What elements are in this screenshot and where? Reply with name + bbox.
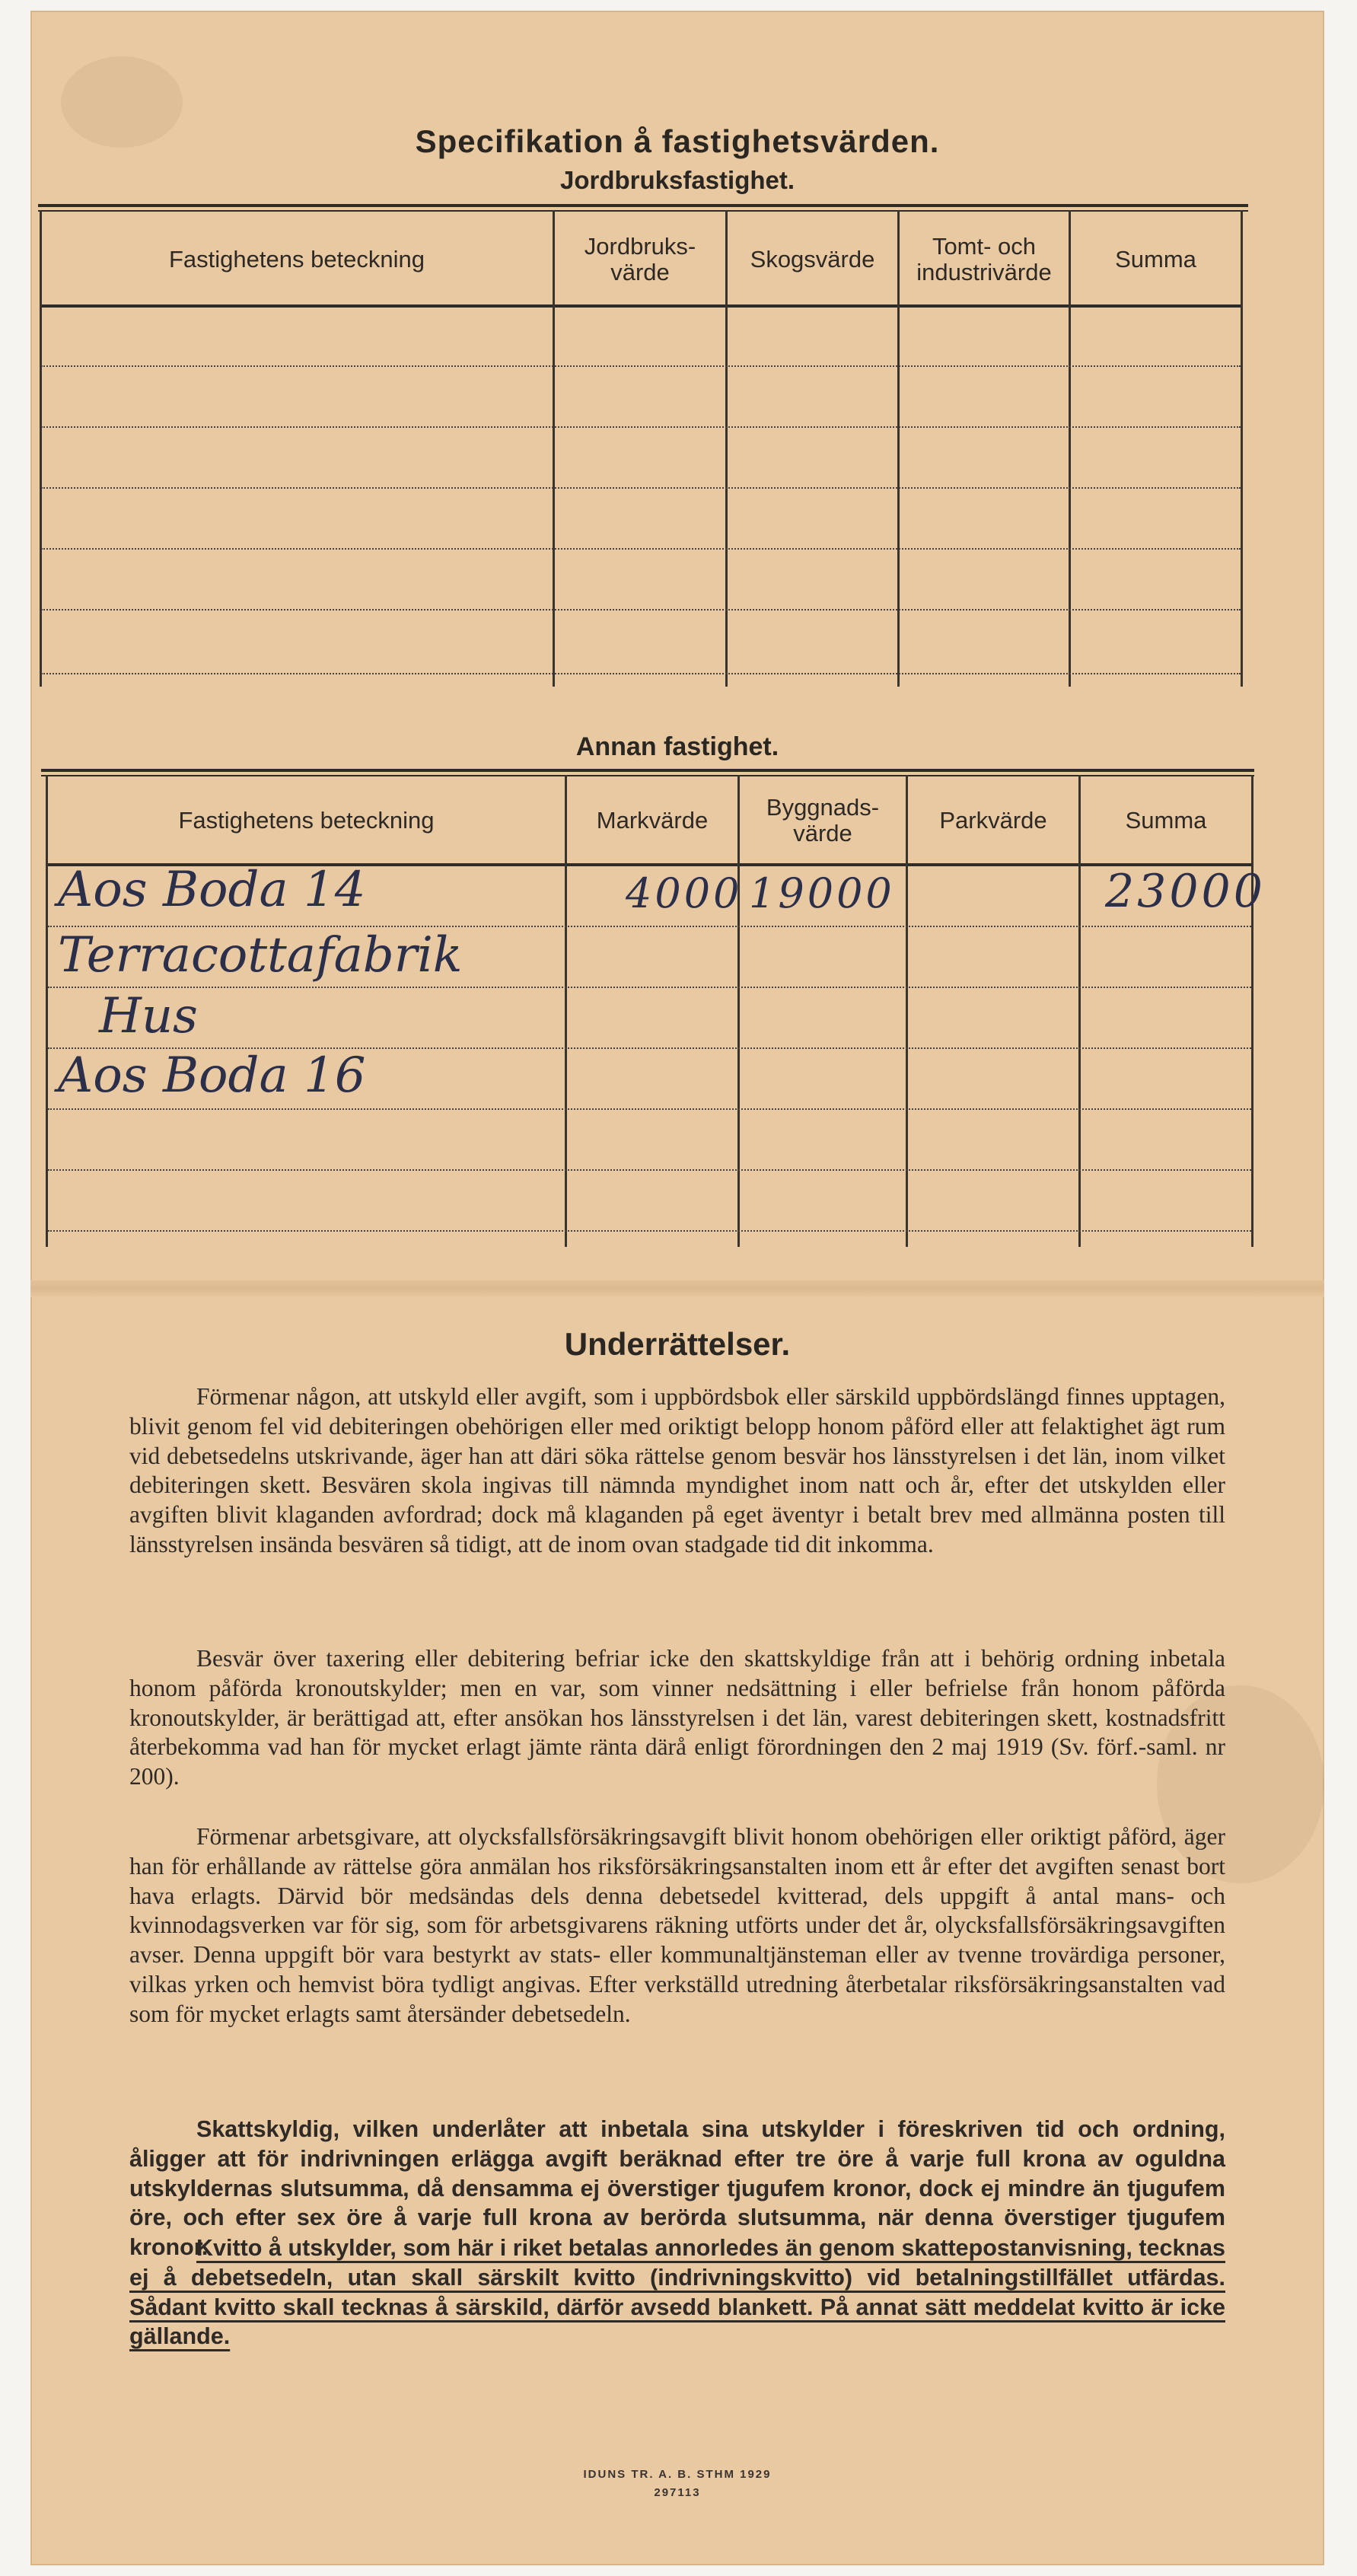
notice-paragraph: Besvär över taxering eller debitering befriar icke den skattskyldige från att i behörig ordning inbetala honom påförda kronoutskylder; men en var, som vinner nedsättning i eller befrielse från honom påförda kronoutskylder, är berättigad att, efter ansökan hos länsstyrelsen i det län, varest debiteringen skett, kostnadsfritt återbekomma vad han för mycket erlagt jämte ränta därå enligt förordningen den 2 maj 1919 (Sv. förf.-saml. nr 200).: [129, 1645, 1225, 1790]
column-header: Byggnads- värde: [766, 794, 880, 846]
handwritten-property-1: Aos Boda 14: [58, 862, 366, 918]
column-header: Fastighetens beteckning: [168, 246, 425, 273]
row-line: [41, 673, 1241, 674]
column-header: Tomt- och industrivärde: [916, 233, 1052, 285]
other-section-title: Annan fastighet.: [575, 732, 779, 761]
notice-title: Underrättelser.: [564, 1326, 791, 1362]
printer-imprint: IDUNS TR. A. B. STHM 1929: [583, 2468, 772, 2481]
handwritten-summa: 23000: [1105, 865, 1266, 918]
notice-paragraph-bold: Skattskyldig, vilken underlåter att inbetala sina utskylder i föreskriven tid och ordning, åligger att för indrivningen erlägga avgift beräknad efter tre öre å varje full krona av oguldna utskyldernas slutsumma, då densamma ej överstiger tjugufem kronor, dock ej mindre än tjugufem öre, och efter sex öre å varje full krona av berörda slutsumma, när denna överstiger tjugufem kronor.: [129, 2116, 1225, 2261]
row-line: [48, 1230, 1251, 1232]
table-rule: [38, 210, 1248, 212]
table-rule: [38, 204, 1248, 207]
handwritten-markvarde: 4000: [626, 869, 743, 917]
row-line: [48, 1169, 1251, 1171]
notice-paragraph: Förmenar arbetsgivare, att olycksfallsförsäkringsavgift blivit honom obehörigen eller oriktigt påförd, äger han för erhållande av rättelse göra anmälan hos riksförsäkringsanstalten inom ett år efter det avgiften senast bort hava erlagts. Därvid bör medsändas dels denna debetsedel kvitterad, dels uppgift å antal mans- och kvinnodagsverken var för sig, som för arbetsgivarens räkning utförts under det år, olycksfallsförsäkringsavgiften avser. Denna uppgift bör vara bestyrkt av stats- eller kommunaltjänsteman eller av tvenne trovärdiga personer, vilkas yrken och hemvist böra tydligt angivas. Efter verkställd utredning återbetalar riksförsäkringsanstalten vad som för mycket erlagts samt återsänder debetsedeln.: [129, 1823, 1225, 2027]
column-header: Parkvärde: [939, 807, 1047, 834]
table-rule: [41, 769, 1254, 772]
row-line: [48, 1108, 1251, 1110]
column-header: Markvärde: [596, 807, 709, 834]
page-title: Specifikation å fastighetsvärden.: [415, 123, 940, 159]
row-line: [41, 426, 1241, 428]
row-line: [41, 487, 1241, 489]
agri-section-title: Jordbruksfastighet.: [559, 166, 795, 194]
fold-crease: [30, 1280, 1324, 1297]
row-line: [48, 987, 1251, 988]
handwritten-property-4: Aos Boda 16: [58, 1047, 366, 1104]
handwritten-property-3: Hus: [99, 988, 198, 1044]
column-header: Summa: [1115, 246, 1196, 273]
row-line: [41, 548, 1241, 550]
handwritten-byggnadsvarde: 19000: [749, 869, 895, 917]
table-rule: [41, 775, 1254, 776]
handwritten-property-2: Terracottafabrik: [58, 927, 463, 984]
column-divider: [1241, 210, 1243, 687]
document-sheet: [30, 11, 1324, 2565]
column-divider: [1251, 775, 1253, 1247]
column-header: Skogsvärde: [750, 246, 875, 273]
print-number: 297113: [654, 2486, 701, 2499]
column-header: Summa: [1125, 807, 1207, 834]
row-line: [41, 365, 1241, 367]
row-line: [41, 609, 1241, 611]
column-header: Jordbruks- värde: [584, 233, 696, 285]
notice-paragraph: Förmenar någon, att utskyld eller avgift, som i uppbördsbok eller särskild uppbördslängd finnes upptagen, blivit genom fel vid debiteringen obehörigen eller med oriktigt belopp honom påförd eller att felaktighet ägt rum vid debetsedelns utskrivande, äger han att däri söka rättelse genom besvär hos länsstyrelsen i det län, inom vilket debiteringen skett. Besvären skola ingivas till nämnda myndighet inom natt och år, efter det utskylden eller avgiften blivit klaganden avfordrad; dock må klaganden på eget äventyr i betalt brev med allmänna posten till länsstyrelsen insända besvären så tidigt, att de inom ovan stadgade tid dit inkomma.: [129, 1383, 1225, 1557]
table-rule: [41, 304, 1241, 308]
notice-paragraph-receipt: Kvitto å utskylder, som här i riket betalas annorledes än genom skattepostanvisning, tecknas ej å debetsedeln, utan skall särskilt kvitto (indrivningskvitto) vid betalningstillfället utfärdas. Sådant kvitto skall tecknas å särskild, därför avsedd blankett. På annat sätt meddelat kvitto är icke gällande.: [129, 2235, 1225, 2350]
column-header: Fastighetens beteckning: [178, 807, 435, 834]
